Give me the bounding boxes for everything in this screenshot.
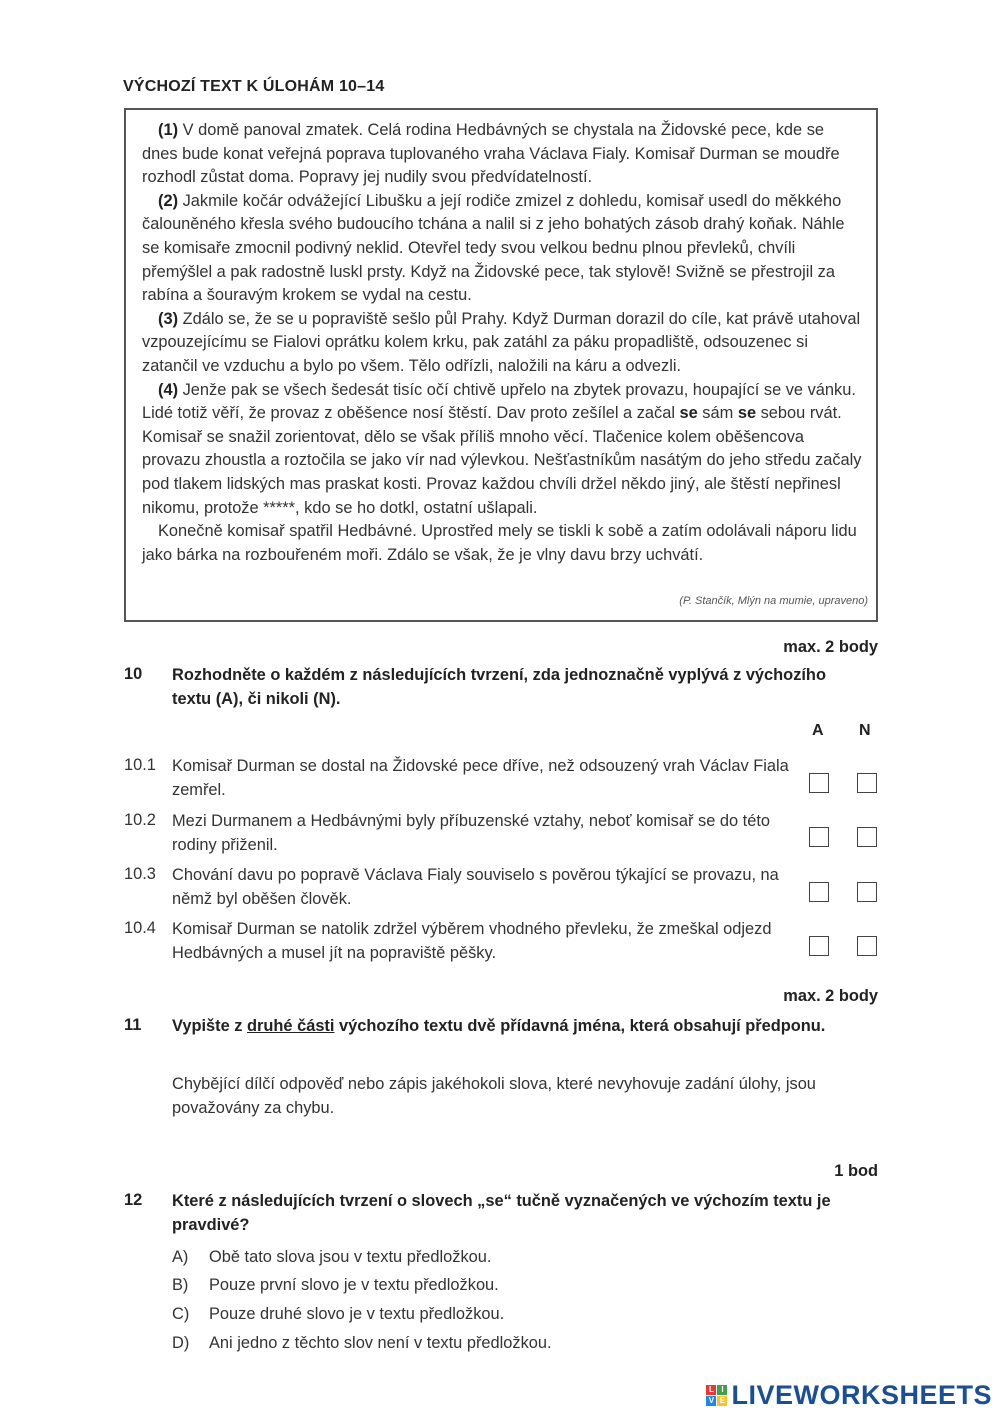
q10-points: max. 2 body bbox=[783, 638, 878, 656]
q11-note: Chybějící dílčí odpověď nebo zápis jakéhokoli slova, které nevyhovuje zadání úlohy, jsou považovány za chybu. bbox=[172, 1075, 816, 1117]
paragraph-1: (1) V domě panoval zmatek. Celá rodina Hedbávných se chystala na Židovské pece, kde se dnes bude konat veřejná poprava tuplovaného vraha Václava Fialy. Komisař Durman se moudře rozhodl zůstat doma. Popravy jej nudily svou předvídatelností. bbox=[142, 121, 840, 187]
checkbox-10-1-a[interactable] bbox=[809, 773, 829, 793]
option-b-text: Pouze první slovo je v textu předložkou. bbox=[209, 1276, 499, 1294]
item-text: Komisař Durman se dostal na Židovské pece dříve, než odsouzený vrah Václav Fiala zemřel. bbox=[172, 757, 789, 799]
q10-prompt: Rozhodněte o každém z následujících tvrzení, zda jednoznačně vyplývá z výchozího textu (A), či nikoli (N). bbox=[172, 666, 826, 708]
item-number: 10.3 bbox=[124, 865, 156, 883]
bold-se-1: se bbox=[679, 404, 698, 423]
option-a-text: Obě tato slova jsou v textu předložkou. bbox=[209, 1248, 492, 1266]
bold-se-2: se bbox=[737, 404, 757, 423]
underlined-phrase: druhé části bbox=[247, 1017, 335, 1035]
paragraph-3: (3) Zdálo se, že se u popraviště sešlo půl Prahy. Když Durman dorazil do cíle, kat právě utahoval vzpouzejícímu se Fialovi oprátku kolem krku, pak zatáhl za páku propadliště, odsouzenec si zatančil ve vzduchu a bylo po všem. Tělo odřízli, naložili na káru a odvezli. bbox=[142, 309, 861, 375]
q12-number: 12 bbox=[124, 1191, 143, 1209]
q12-prompt: Které z následujících tvrzení o slovech „se“ tučně vyznačených ve výchozím textu je pravdivé? bbox=[172, 1192, 831, 1234]
checkbox-10-2-a[interactable] bbox=[809, 827, 829, 847]
checkbox-10-3-a[interactable] bbox=[809, 882, 829, 902]
logo-text: LIVEWORKSHEETS bbox=[731, 1380, 992, 1410]
paragraph-4: (4) Jenže pak se všech šedesát tisíc očí chtivě upřelo na zbytek provazu, houpající se ve vánku. Lidé totiž věří, že provaz z oběšence nosí štěstí. Dav proto zešílel a začal se sám se sebou rvát. Komisař se snažil zorientovat, dělo se však příliš mnoho věcí. Tlačenice kolem oběšencova provazu zhoustla a roztočila se jako vír nad výlevkou. Nešťastníkům nasátým do jeho středu začaly pod tlakem lidských mas praskat kosti. Provaz každou chvíli držel někdo jiný, ale štěstí nepřinesl nikomu, protože *****, kdo se ho dotkl, ostatní ušlapali. bbox=[142, 380, 862, 517]
checkbox-10-4-a[interactable] bbox=[809, 936, 829, 956]
item-text: Mezi Durmanem a Hedbávnými byly příbuzenské vztahy, neboť komisař se do této rodiny přiženil. bbox=[172, 812, 770, 854]
checkbox-10-1-n[interactable] bbox=[857, 773, 877, 793]
section-heading: VÝCHOZÍ TEXT K ÚLOHÁM 10–14 bbox=[123, 78, 385, 95]
item-text: Chování davu po popravě Václava Fialy souviselo s pověrou týkající se provazu, na němž byl oběšen člověk. bbox=[172, 866, 779, 908]
option-c-letter: C) bbox=[172, 1305, 190, 1323]
logo-grid-icon: L I V E bbox=[706, 1385, 727, 1406]
q10-number: 10 bbox=[124, 665, 143, 683]
checkbox-10-2-n[interactable] bbox=[857, 827, 877, 847]
paragraph-2: (2) Jakmile kočár odvážející Libušku a její rodiče zmizel z dohledu, komisař usedl do měkkého čalouněného křesla svého budoucího tchána a nalil si z jeho bohatých zásob drahý koňak. Náhle se komisaře zmocnil podivný neklid. Otevřel tedy svou velkou bednu plnou převleků, chvíli přemýšlel a pak radostně luskl prsty. Když na Židovské pece, tak stylově! Svižně se přestrojil za rabína a šouravým krokem se vydal na cestu. bbox=[142, 191, 845, 305]
column-a-label: A bbox=[812, 722, 824, 739]
item-number: 10.2 bbox=[124, 811, 156, 829]
source-text-box bbox=[124, 108, 878, 622]
item-text: Komisař Durman se natolik zdržel výběrem vhodného převleku, že zmeškal odjezd Hedbávných a musel jít na popraviště pěšky. bbox=[172, 920, 772, 962]
liveworksheets-logo bbox=[706, 1380, 992, 1411]
source-citation: (P. Stančík, Mlýn na mumie, upraveno) bbox=[679, 595, 868, 608]
option-d-text: Ani jedno z těchto slov není v textu předložkou. bbox=[209, 1334, 552, 1352]
paragraph-5: Konečně komisař spatřil Hedbávné. Uprostřed mely se tiskli k sobě a zatím odolávali náporu lidu jako bárka na rozbouřeném moři. Zdálo se však, že je vlny davu brzy uchvátí. bbox=[142, 522, 857, 564]
option-d-letter: D) bbox=[172, 1334, 190, 1352]
option-a-letter: A) bbox=[172, 1248, 189, 1266]
q11-prompt: Vypište z druhé části výchozího textu dvě přídavná jména, která obsahují předponu. bbox=[172, 1017, 826, 1035]
q11-number: 11 bbox=[124, 1016, 142, 1034]
option-c-text: Pouze druhé slovo je v textu předložkou. bbox=[209, 1305, 505, 1323]
checkbox-10-4-n[interactable] bbox=[857, 936, 877, 956]
q11-points: max. 2 body bbox=[783, 987, 878, 1005]
q12-points: 1 bod bbox=[834, 1162, 878, 1180]
column-n-label: N bbox=[859, 722, 871, 739]
item-number: 10.4 bbox=[124, 919, 156, 937]
option-b-letter: B) bbox=[172, 1276, 189, 1294]
checkbox-10-3-n[interactable] bbox=[857, 882, 877, 902]
item-number: 10.1 bbox=[124, 756, 156, 774]
